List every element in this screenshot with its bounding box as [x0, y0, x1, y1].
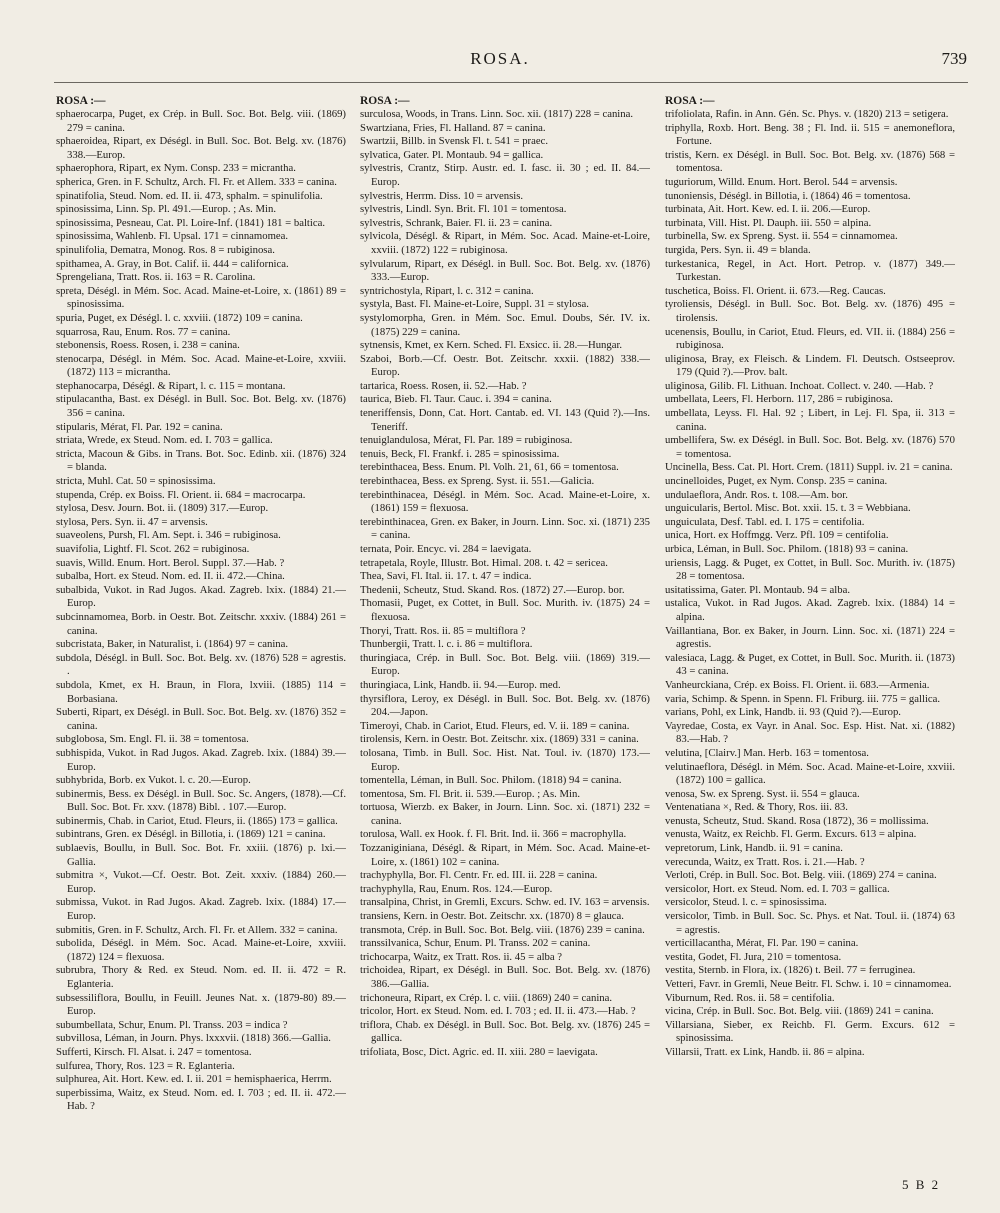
index-entry: versicolor, Timb. in Bull. Soc. Sc. Phys. et Nat. Toul. ii. (1874) 63 = agrestis. — [665, 910, 955, 936]
index-entry: sphaerocarpa, Puget, ex Crép. in Bull. Soc. Bot. Belg. viii. (1869) 279 = canina. — [56, 108, 346, 134]
index-entry: subalbida, Vukot. in Rad Jugos. Akad. Zagreb. lxix. (1884) 21.—Europ. — [56, 583, 346, 610]
index-entry: Thoryi, Tratt. Ros. ii. 85 = multiflora ? — [360, 624, 526, 637]
index-entry: vestita, Sternb. in Flora, ix. (1826) t. Beil. 77 = ferruginea. — [665, 964, 916, 977]
index-entry: superbissima, Waitz, ex Steud. Nom. ed. I. 703 ; ed. II. ii. 472.—Hab. ? — [56, 1086, 346, 1113]
index-entry: stebonensis, Roess. Rosen, i. 238 = canina. — [56, 339, 240, 352]
index-entry: tyroliensis, Déségl. in Bull. Soc. Bot. Belg. xv. (1876) 495 = tirolensis. — [665, 298, 955, 324]
index-entry: uriensis, Lagg. & Puget, ex Cottet, in Bull. Soc. Murith. iv. (1875) 28 = tomentosa. — [665, 556, 955, 583]
index-entry: sphaeroidea, Ripart, ex Déségl. in Bull. Soc. Bot. Belg. xv. (1876) 338.—Europ. — [56, 135, 346, 161]
index-entry: stricta, Muhl. Cat. 50 = spinosissima. — [56, 475, 216, 488]
index-entry: submissa, Vukot. in Rad Jugos. Akad. Zagreb. lxix. (1884) 17.—Europ. — [56, 896, 346, 923]
index-entry: Viburnum, Red. Ros. ii. 58 = centifolia. — [665, 991, 835, 1004]
index-entry: spinosissima, Linn. Sp. Pl. 491.—Europ. ; As. Min. — [56, 203, 277, 216]
header-rule — [54, 82, 968, 83]
index-entry: stephanocarpa, Déségl. & Ripart, l. c. 115 = montana. — [56, 379, 286, 392]
index-entry: spinatifolia, Steud. Nom. ed. II. ii. 473, sphalm. = spinulifolia. — [56, 189, 323, 202]
index-entry: terebinthinacea, Gren. ex Baker, in Journ. Linn. Soc. xi. (1871) 235 = canina. — [360, 515, 650, 542]
index-entry: surculosa, Woods, in Trans. Linn. Soc. xii. (1817) 228 = canina. — [360, 108, 634, 120]
index-entry: terebinthacea, Bess. ex Spreng. Syst. ii. 551.—Galicia. — [360, 475, 595, 488]
index-entry: Verloti, Crép. in Bull. Soc. Bot. Belg. viii. (1869) 274 = canina. — [665, 869, 937, 882]
index-entry: subrubra, Thory & Red. ex Steud. Nom. ed. II. ii. 472 = R. Eglanteria. — [56, 964, 346, 990]
index-entry: trachyphylla, Rau, Enum. Ros. 124.—Europ. — [360, 882, 553, 895]
index-entry: Thedenii, Scheutz, Stud. Skand. Ros. (1872) 27.—Europ. bor. — [360, 583, 625, 596]
index-entry: subhybrida, Borb. ex Vukot. l. c. 20.—Europ. — [56, 774, 251, 787]
index-entry: suavifolia, Lightf. Fl. Scot. 262 = rubiginosa. — [56, 543, 250, 555]
index-entry: Vanheurckiana, Crép. ex Boiss. Fl. Orient. ii. 683.—Armenia. — [665, 678, 930, 691]
index-entry: systyla, Bast. Fl. Maine-et-Loire, Suppl. 31 = stylosa. — [360, 298, 589, 311]
index-entry: sylvicola, Déségl. & Ripart, in Mém. Soc. Acad. Maine-et-Loire, xxviii. (1872) 122 = rubiginosa. — [360, 230, 650, 256]
index-entry: sylvestris, Crantz, Stirp. Austr. ed. I. fasc. ii. 30 ; ed. II. 84.—Europ. — [360, 162, 650, 188]
index-entry: vicina, Crép. in Bull. Soc. Bot. Belg. viii. (1869) 241 = canina. — [665, 1005, 934, 1018]
index-entry: subdola, Déségl. in Bull. Soc. Bot. Belg. xv. (1876) 528 = agrestis. . — [56, 651, 346, 678]
index-entry: undulaeflora, Andr. Ros. t. 108.—Am. bor. — [665, 488, 848, 501]
index-entry: subinermis, Chab. in Cariot, Etud. Fleurs, ii. (1865) 173 = gallica. — [56, 814, 338, 827]
index-entry: stenocarpa, Déségl. in Mém. Soc. Acad. Maine-et-Loire, xxviii. (1872) 113 = micrantha. — [56, 352, 346, 379]
index-entry: varia, Schimp. & Spenn. in Spenn. Fl. Friburg. iii. 775 = gallica. — [665, 692, 941, 705]
index-entry: tartarica, Roess. Rosen, ii. 52.—Hab. ? — [360, 379, 527, 392]
index-entry: venusta, Waitz, ex Reichb. Fl. Germ. Excurs. 613 = alpina. — [665, 828, 917, 841]
index-entry: velutinaeflora, Déségl. in Mém. Soc. Acad. Maine-et-Loire, xxviii. (1872) 100 = gallica. — [665, 760, 955, 787]
index-entry: stupenda, Crép. ex Boiss. Fl. Orient. ii. 684 = macrocarpa. — [56, 488, 306, 501]
index-entry: vestita, Godet, Fl. Jura, 210 = tomentosa. — [665, 950, 842, 963]
index-entry: tuschetica, Boiss. Fl. Orient. ii. 673.—Reg. Caucas. — [665, 284, 886, 297]
signature-mark: 5 B 2 — [902, 1177, 941, 1192]
index-entry: subhispida, Vukot. in Rad Jugos. Akad. Zagreb. lxix. (1884) 39.—Europ. — [56, 746, 346, 773]
index-entry: spithamea, A. Gray, in Bot. Calif. ii. 444 = californica. — [56, 257, 289, 270]
index-entry: terebinthinacea, Déségl. in Mém. Soc. Acad. Maine-et-Loire, x. (1861) 159 = flexuosa. — [360, 488, 650, 515]
index-entry: umbellifera, Sw. ex Déségl. in Bull. Soc. Bot. Belg. xv. (1876) 570 = tomentosa. — [665, 434, 955, 460]
index-entry: stylosa, Desv. Journ. Bot. ii. (1809) 317.—Europ. — [56, 502, 269, 515]
index-entry: transmota, Crép. in Bull. Soc. Bot. Belg. viii. (1876) 239 = canina. — [360, 923, 645, 936]
index-entry: trachyphylla, Bor. Fl. Centr. Fr. ed. III. ii. 228 = canina. — [360, 869, 598, 882]
index-entry: striata, Wrede, ex Steud. Nom. ed. I. 703 = gallica. — [56, 434, 273, 447]
index-entry: sylvularum, Ripart, ex Déségl. in Bull. Soc. Bot. Belg. xv. (1876) 333.—Europ. — [360, 257, 650, 284]
column-1 — [56, 94, 346, 1114]
index-entry: Villarsiana, Sieber, ex Reichb. Fl. Germ. Excurs. 612 = spinosissima. — [665, 1018, 955, 1045]
index-entry: transiens, Kern. in Oestr. Bot. Zeitschr. xx. (1870) 8 = glauca. — [360, 910, 624, 923]
index-entry: torulosa, Wall. ex Hook. f. Fl. Brit. Ind. ii. 366 = macrophylla. — [360, 828, 627, 841]
index-entry: unica, Hort. ex Hoffmgg. Verz. Pfl. 109 = centifolia. — [665, 529, 889, 542]
index-entry: thuringiaca, Crép. in Bull. Soc. Bot. Belg. viii. (1869) 319.—Europ. — [360, 651, 650, 678]
index-entry: subumbellata, Schur, Enum. Pl. Transs. 203 = indica ? — [56, 1018, 288, 1031]
index-entry: ternata, Poir. Encyc. vi. 284 = laevigata. — [360, 543, 532, 555]
index-entry: systylomorpha, Gren. in Mém. Soc. Emul. Doubs, Sér. IV. ix. (1875) 229 = canina. — [360, 311, 650, 338]
index-entry: umbellata, Leers, Fl. Herborn. 117, 286 = rubiginosa. — [665, 393, 893, 406]
index-entry: Thomasii, Puget, ex Cottet, in Bull. Soc. Murith. iv. (1875) 24 = flexuosa. — [360, 597, 650, 623]
index-entry: uncinelloides, Puget, ex Nym. Consp. 235 = canina. — [665, 475, 888, 488]
index-entry: squarrosa, Rau, Enum. Ros. 77 = canina. — [56, 325, 231, 338]
index-entry: tolosana, Timb. in Bull. Soc. Hist. Nat. Toul. iv. (1870) 173.—Europ. — [360, 746, 650, 773]
index-entry: turbinella, Sw. ex Spreng. Syst. ii. 554 = cinnamomea. — [665, 230, 898, 243]
index-entry: spuria, Puget, ex Déségl. l. c. xxviii. (1872) 109 = canina. — [56, 311, 303, 324]
index-entry: stylosa, Pers. Syn. ii. 47 = arvensis. — [56, 515, 208, 528]
index-entry: sublaevis, Boullu, in Bull. Soc. Bot. Fr. xxiii. (1876) p. lxi.—Gallia. — [56, 842, 346, 868]
column-heading: ROSA :— — [56, 95, 106, 107]
index-entry: turbinata, Ait. Hort. Kew. ed. I. ii. 206.—Europ. — [665, 203, 871, 216]
index-entry: Timeroyi, Chab. in Cariot, Etud. Fleurs, ed. V. ii. 189 = canina. — [360, 719, 630, 732]
index-entry: teneriffensis, Donn, Cat. Hort. Cantab. ed. VI. 143 (Quid ?).—Ins. Teneriff. — [360, 407, 650, 433]
index-entry: Villarsii, Tratt. ex Link, Handb. ii. 86 = alpina. — [665, 1045, 865, 1058]
index-entry: unguicularis, Bertol. Misc. Bot. xxii. 15. t. 3 = Webbiana. — [665, 502, 911, 515]
index-entry: subintrans, Gren. ex Déségl. in Billotia, i. (1869) 121 = canina. — [56, 828, 326, 841]
index-entry: trichoidea, Ripart, ex Déségl. in Bull. Soc. Bot. Belg. xv. (1876) 386.—Gallia. — [360, 964, 650, 990]
index-entry: versicolor, Steud. l. c. = spinosissima. — [665, 896, 827, 909]
column-heading: ROSA :— — [665, 95, 715, 107]
running-title: ROSA. — [470, 49, 530, 68]
index-entry: spreta, Déségl. in Mém. Soc. Acad. Maine-et-Loire, x. (1861) 89 = spinosissima. — [56, 284, 346, 311]
index-entry: Swartziana, Fries, Fl. Halland. 87 = canina. — [360, 121, 546, 134]
index-entry: tetrapetala, Royle, Illustr. Bot. Himal. 208. t. 42 = sericea. — [360, 556, 608, 569]
index-entry: tenuis, Beck, Fl. Frankf. i. 285 = spinosissima. — [360, 447, 560, 460]
index-entry: subdola, Kmet, ex H. Braun, in Flora, lxviii. (1885) 114 = Borbasiana. — [56, 678, 346, 705]
index-entry: turgida, Pers. Syn. ii. 49 = blanda. — [665, 243, 811, 256]
index-entry: sylvestris, Lindl. Syn. Brit. Fl. 101 = tomentosa. — [360, 203, 567, 216]
index-entry: venosa, Sw. ex Spreng. Syst. ii. 554 = glauca. — [665, 787, 860, 800]
index-entry: velutina, [Clairv.] Man. Herb. 163 = tomentosa. — [665, 746, 869, 759]
index-entry: versicolor, Hort. ex Steud. Nom. ed. I. 703 = gallica. — [665, 882, 890, 895]
index-entry: tomentella, Léman, in Bull. Soc. Philom. (1818) 94 = canina. — [360, 774, 622, 787]
index-entry: Thea, Savi, Fl. Ital. ii. 17. t. 47 = indica. — [360, 570, 532, 583]
index-entry: submitis, Gren. in F. Schultz, Arch. Fl. Fr. et Allem. 332 = canina. — [56, 923, 338, 936]
column-3 — [665, 94, 955, 1060]
index-entry: sulfurea, Thory, Ros. 123 = R. Eglanteria. — [56, 1059, 235, 1072]
index-entry: Vayredae, Costa, ex Vayr. in Anal. Soc. Esp. Hist. Nat. xi. (1882) 83.—Hab. ? — [665, 719, 955, 746]
index-entry: verecunda, Waitz, ex Tratt. Ros. i. 21.—Hab. ? — [665, 855, 865, 868]
index-entry: umbellata, Leyss. Fl. Hal. 92 ; Libert, in Lej. Fl. Spa, ii. 313 = canina. — [665, 407, 955, 433]
index-entry: tunoniensis, Déségl. in Billotia, i. (1864) 46 = tomentosa. — [665, 189, 911, 202]
index-entry: varians, Pohl, ex Link, Handb. ii. 93 (Quid ?).—Europ. — [665, 706, 901, 719]
index-entry: triphylla, Roxb. Hort. Beng. 38 ; Fl. Ind. ii. 515 = anemoneflora, Fortune. — [665, 121, 955, 148]
index-entry: Swartzii, Billb. in Svensk Fl. t. 541 = praec. — [360, 135, 548, 148]
index-entry: syntrichostyla, Ripart, l. c. 312 = canina. — [360, 284, 534, 297]
index-entry: turbinata, Vill. Hist. Pl. Dauph. iii. 550 = alpina. — [665, 216, 872, 229]
index-entry: tuguriorum, Willd. Enum. Hort. Berol. 544 = arvensis. — [665, 175, 898, 188]
index-entry: urbica, Léman, in Bull. Soc. Philom. (1818) 93 = canina. — [665, 543, 909, 555]
index-entry: Thunbergii, Tratt. l. c. i. 86 = multiflora. — [360, 638, 533, 651]
index-entry: subcinnamomea, Borb. in Oestr. Bot. Zeitschr. xxxiv. (1884) 261 = canina. — [56, 610, 346, 637]
index-entry: Tozzaniginiana, Déségl. & Ripart, in Mém. Soc. Acad. Maine-et-Loire, x. (1861) 102 = canina. — [360, 842, 650, 868]
index-entry: spinulifolia, Dematra, Monog. Ros. 8 = rubiginosa. — [56, 243, 275, 256]
index-entry: Vetteri, Favr. in Gremli, Neue Beitr. Fl. Schw. i. 10 = cinnamomea. — [665, 978, 952, 990]
index-entry: Suberti, Ripart, ex Déségl. in Bull. Soc. Bot. Belg. xv. (1876) 352 = canina. — [56, 706, 346, 732]
index-entry: subsessiliflora, Boullu, in Feuill. Jeunes Nat. x. (1879-80) 89.—Europ. — [56, 991, 346, 1018]
index-entry: tomentosa, Sm. Fl. Brit. ii. 539.—Europ. ; As. Min. — [360, 787, 580, 800]
index-entry: thuringiaca, Link, Handb. ii. 94.—Europ. med. — [360, 678, 561, 691]
index-entry: thyrsiflora, Leroy, ex Déségl. in Bull. Soc. Bot. Belg. xv. (1876) 204.—Japon. — [360, 692, 650, 719]
index-entry: turkestanica, Regel, in Act. Hort. Petrop. v. (1877) 349.—Turkestan. — [665, 257, 955, 284]
index-entry: subolida, Déségl. in Mém. Soc. Acad. Maine-et-Loire, xxviii. (1872) 124 = flexuosa. — [56, 937, 346, 963]
index-entry: subvillosa, Léman, in Journ. Phys. lxxxvii. (1818) 366.—Gallia. — [56, 1032, 331, 1045]
index-entry: trichocarpa, Waitz, ex Tratt. Ros. ii. 45 = alba ? — [360, 950, 563, 963]
index-entry: submitra ×, Vukot.—Cf. Oestr. Bot. Zeit. xxxiv. (1884) 260.—Europ. — [56, 869, 346, 895]
index-entry: uliginosa, Bray, ex Fleisch. & Lindem. Fl. Deutsch. Ostseeprov. 179 (Quid ?).—Prov. balt. — [665, 352, 955, 379]
index-entry: sulphurea, Ait. Hort. Kew. ed. I. ii. 201 = hemisphaerica, Herrm. — [56, 1073, 332, 1086]
index-entry: valesiaca, Lagg. & Puget, ex Cottet, in Bull. Soc. Murith. ii. (1873) 43 = canina. — [665, 651, 955, 678]
page-number: 739 — [941, 49, 967, 68]
index-entry: suavis, Willd. Enum. Hort. Berol. Suppl. 37.—Hab. ? — [56, 556, 285, 569]
index-entry: verticillacantha, Mérat, Fl. Par. 190 = canina. — [665, 937, 859, 950]
index-entry: taurica, Bieb. Fl. Taur. Cauc. i. 394 = canina. — [360, 393, 552, 406]
index-entry: ucenensis, Boullu, in Cariot, Etud. Fleurs, ed. VII. ii. (1884) 256 = rubiginosa. — [665, 325, 955, 352]
index-entry: trichoneura, Ripart, ex Crép. l. c. viii. (1869) 240 = canina. — [360, 991, 613, 1004]
index-entry: sylvestris, Schrank, Baier. Fl. ii. 23 = canina. — [360, 216, 553, 229]
index-entry: transsilvanica, Schur, Enum. Pl. Transs. 202 = canina. — [360, 937, 591, 950]
index-entry: sylvatica, Gater. Pl. Montaub. 94 = gallica. — [360, 148, 544, 161]
index-entry: Vaillantiana, Bor. ex Baker, in Journ. Linn. Soc. xi. (1871) 224 = agrestis. — [665, 624, 955, 651]
index-entry: sylvestris, Herrm. Diss. 10 = arvensis. — [360, 189, 524, 202]
index-entry: suaveolens, Pursh, Fl. Am. Sept. i. 346 = rubiginosa. — [56, 529, 281, 542]
index-entry: usitatissima, Gater. Pl. Montaub. 94 = alba. — [665, 583, 851, 596]
index-entry: Szaboi, Borb.—Cf. Oestr. Bot. Zeitschr. xxxii. (1882) 338.—Europ. — [360, 352, 650, 379]
index-entry: trifoliolata, Rafin. in Ann. Gén. Sc. Phys. v. (1820) 213 = setigera. — [665, 108, 949, 120]
index-entry: subglobosa, Sm. Engl. Fl. ii. 38 = tomentosa. — [56, 733, 249, 746]
index-entry: uliginosa, Gilib. Fl. Lithuan. Inchoat. Collect. v. 240. —Hab. ? — [665, 379, 934, 392]
index-entry: tenuiglandulosa, Mérat, Fl. Par. 189 = rubiginosa. — [360, 434, 573, 447]
index-entry: triflora, Chab. ex Déségl. in Bull. Soc. Bot. Belg. xv. (1876) 245 = gallica. — [360, 1018, 650, 1045]
index-entry: vepretorum, Link, Handb. ii. 91 = canina. — [665, 842, 843, 855]
index-entry: trifoliata, Bosc, Dict. Agric. ed. II. xiii. 280 = laevigata. — [360, 1045, 598, 1058]
index-entry: stricta, Macoun & Gibs. in Trans. Bot. Soc. Edinb. xii. (1876) 324 = blanda. — [56, 447, 346, 474]
index-entry: venusta, Scheutz, Stud. Skand. Rosa (1872), 36 = mollissima. — [665, 814, 929, 827]
index-entry: spinosissima, Pesneau, Cat. Pl. Loire-Inf. (1841) 181 = baltica. — [56, 216, 326, 229]
index-entry: Sprengeliana, Tratt. Ros. ii. 163 = R. Carolina. — [56, 271, 256, 284]
index-entry: unguiculata, Desf. Tabl. ed. I. 175 = centifolia. — [665, 515, 865, 528]
index-entry: subalba, Hort. ex Steud. Nom. ed. II. ii. 472.—China. — [56, 570, 285, 583]
index-entry: tristis, Kern. ex Déségl. in Bull. Soc. Bot. Belg. xv. (1876) 568 = tomentosa. — [665, 148, 955, 175]
index-entry: stipulacantha, Bast. ex Déségl. in Bull. Soc. Bot. Belg. xv. (1876) 356 = canina. — [56, 393, 346, 420]
index-entry: subinermis, Bess. ex Déségl. in Bull. Soc. Sc. Angers, (1878).—Cf. Bull. Soc. Bot. Fr. xxv. (1878) Bibl. . 107.—Europ. — [56, 787, 346, 814]
index-entry: ustalica, Vukot. in Rad Jugos. Akad. Zagreb. lxix. (1884) 14 = alpina. — [665, 597, 955, 623]
column-2 — [360, 94, 650, 1060]
column-heading: ROSA :— — [360, 95, 410, 107]
index-entry: tirolensis, Kern. in Oestr. Bot. Zeitschr. xix. (1869) 331 = canina. — [360, 733, 639, 746]
index-entry: sytnensis, Kmet, ex Kern. Sched. Fl. Exsicc. ii. 28.—Hungar. — [360, 339, 623, 352]
index-entry: tricolor, Hort. ex Steud. Nom. ed. I. 703 ; ed. II. ii. 473.—Hab. ? — [360, 1005, 636, 1018]
index-entry: spinosissima, Wahlenb. Fl. Upsal. 171 = cinnamomea. — [56, 230, 289, 243]
index-entry: tortuosa, Wierzb. ex Baker, in Journ. Linn. Soc. xi. (1871) 232 = canina. — [360, 801, 650, 827]
index-entry: sphaerophora, Ripart, ex Nym. Consp. 233 = micrantha. — [56, 162, 296, 175]
index-entry: terebinthacea, Bess. Enum. Pl. Volh. 21, 61, 66 = tomentosa. — [360, 461, 619, 474]
index-entry: Ventenatiana ×, Red. & Thory, Ros. iii. 83. — [665, 801, 848, 814]
index-entry: subcristata, Baker, in Naturalist, i. (1864) 97 = canina. — [56, 638, 289, 651]
index-entry: Uncinella, Bess. Cat. Pl. Hort. Crem. (1811) Suppl. iv. 21 = canina. — [665, 461, 953, 474]
index-entry: spherica, Gren. in F. Schultz, Arch. Fl. Fr. et Allem. 333 = canina. — [56, 175, 337, 188]
index-entry: transalpina, Christ, in Gremli, Excurs. Schw. ed. IV. 163 = arvensis. — [360, 896, 650, 909]
index-entry: stipularis, Mérat, Fl. Par. 192 = canina. — [56, 420, 223, 433]
index-entry: Sufferti, Kirsch. Fl. Alsat. i. 247 = tomentosa. — [56, 1045, 252, 1058]
